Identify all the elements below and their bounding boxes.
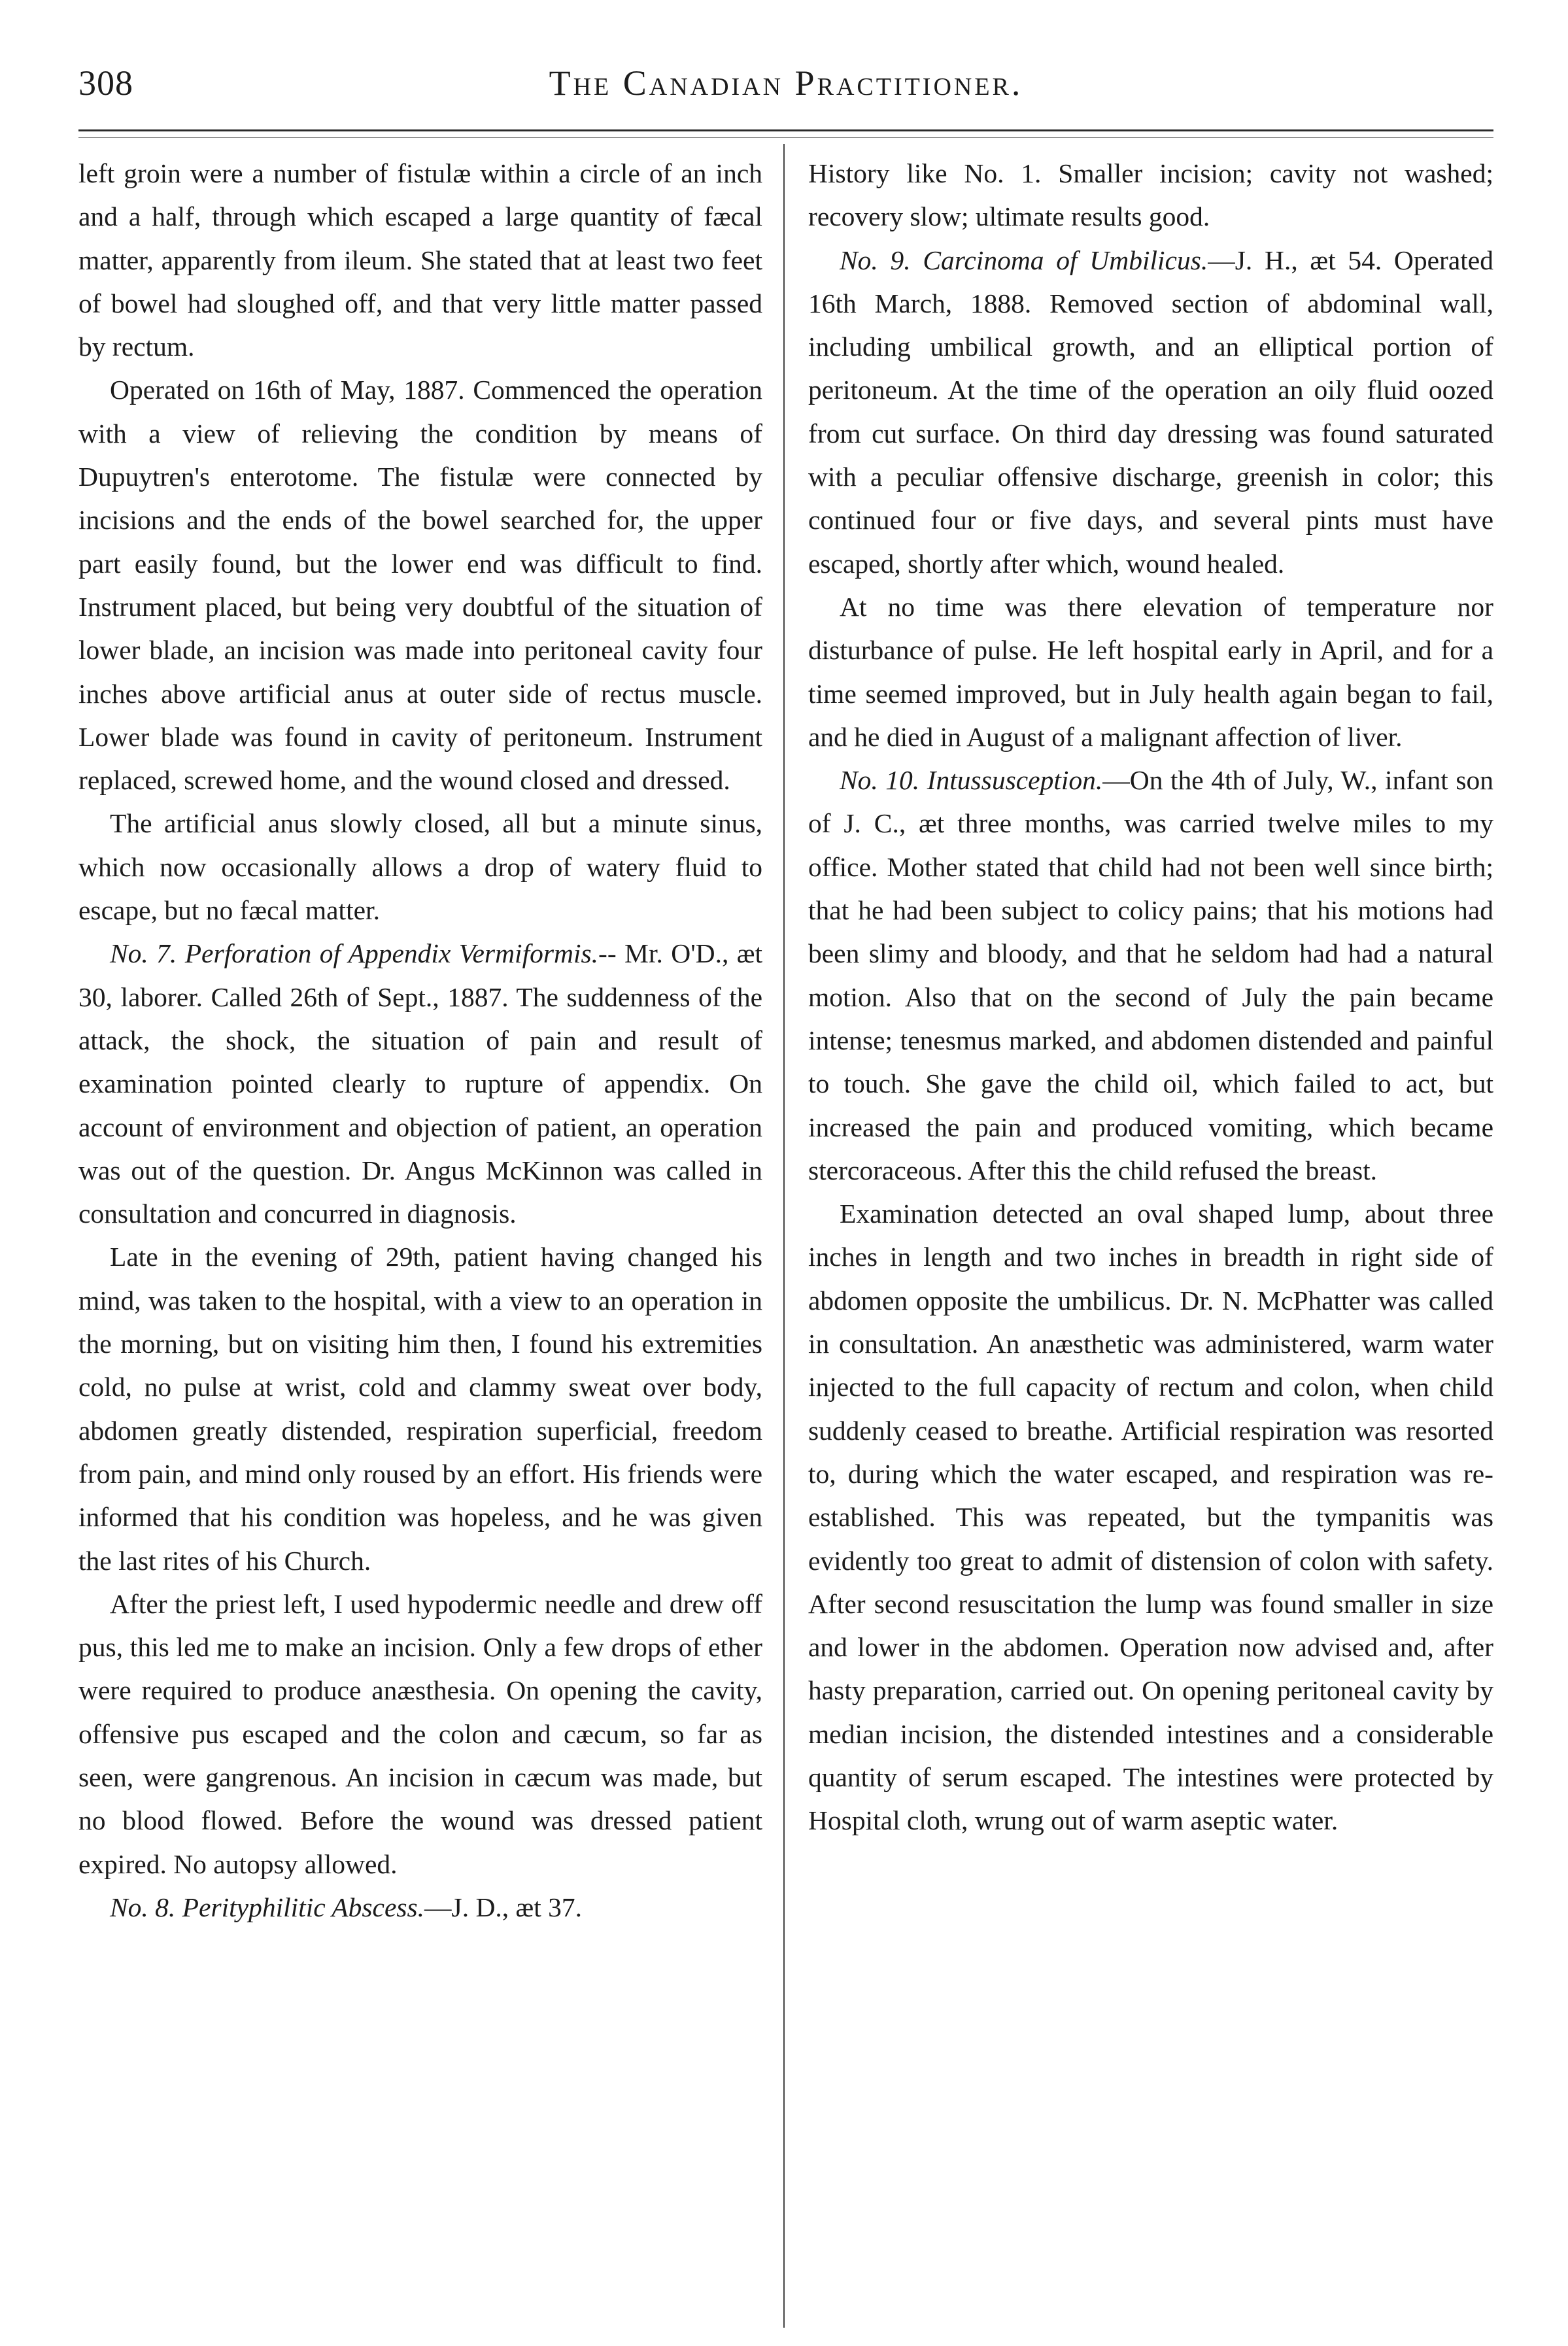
page-number: 308 (78, 63, 133, 103)
case-heading: No. 9. Carcinoma of Umbilicus. (840, 245, 1208, 275)
case-text: —On the 4th of July, W., infant son of J. C., æt three months, was carried twelve miles to my office. Mother stated that child had not been well since birth; that he had been subject to colicy pains; that his motions had been slimy and bloody, and that he seldom had had a natural motion. Also that on the second of July the pain became intense; tenesmus marked, and abdomen distended and painful to touch. She gave the child oil, which failed to act, but increased the pain and produced vomiting, which became stercoraceous. After this the child refused the breast. (808, 765, 1493, 1185)
case-heading: No. 8. Perityphilitic Abscess. (110, 1892, 425, 1922)
case-paragraph (78, 1886, 762, 1929)
paragraph: Operated on 16th of May, 1887. Commenced the operation with a view of relieving the condition by means of Dupuytren's enterotome. The fistulæ were connected by incisions and the ends of the bowel searched for, the upper part easily found, but the lower end was difficult to find. Instrument placed, but being very doubtful of the situation of lower blade, an incision was made into peritoneal cavity four inches above artificial anus at outer side of rectus muscle. Lower blade was found in cavity of peritoneum. Instrument replaced, screwed home, and the wound closed and dressed. (78, 375, 762, 796)
running-title: The Canadian Practitioner. (549, 63, 1023, 103)
case-paragraph (808, 239, 1493, 585)
paragraph: left groin were a number of fistulæ within a circle of an inch and a half, through which escaped a large quantity of fæcal matter, apparently from ileum. She stated that at least two feet of bowel had sloughed off, and that very little matter passed by rectum. (78, 158, 762, 362)
column-divider (783, 144, 785, 2328)
case-text: -- Mr. O'D., æt 30, laborer. Called 26th of Sept., 1887. The suddenness of the attack, the shock, the situation of pain and result of examination pointed clearly to rupture of appendix. On account of environment and objection of patient, an operation was out of the question. Dr. Angus McKinnon was called in consultation and concurred in diagnosis. (78, 938, 762, 1229)
case-heading: No. 10. Intussusception. (840, 765, 1103, 796)
page-header (78, 63, 1493, 115)
right-column (808, 152, 1493, 1843)
case-text: —J. H., æt 54. Operated 16th March, 1888. Removed section of abdominal wall, including umbilical growth, and an elliptical portion of peritoneum. At the time of the operation an oily fluid oozed from cut surface. On third day dressing was found saturated with a peculiar offensive discharge, greenish in color; this continued four or five days, and several pints must have escaped, shortly after which, wound healed. (808, 245, 1493, 579)
paragraph: Late in the evening of 29th, patient having changed his mind, was taken to the hospital, with a view to an operation in the morning, but on visiting him then, I found his extremities cold, no pulse at wrist, cold and clammy sweat over body, abdomen greatly distended, respiration superficial, freedom from pain, and mind only roused by an effort. His friends were informed that his condition was hopeless, and he was given the last rites of his Church. (78, 1242, 762, 1576)
left-column (78, 152, 762, 1929)
case-text: —J. D., æt 37. (424, 1892, 583, 1922)
case-paragraph (78, 932, 762, 1235)
header-rule (78, 129, 1493, 131)
case-paragraph (808, 758, 1493, 1192)
paragraph: At no time was there elevation of temperature nor disturbance of pulse. He left hospital early in April, and for a time seemed improved, but in July health again began to fail, and he died in August of a malignant affection of liver. (808, 591, 1493, 752)
case-heading: No. 7. Perforation of Appendix Vermiformis. (110, 938, 599, 969)
paragraph: After the priest left, I used hypodermic needle and drew off pus, this led me to make an incision. Only a few drops of ether were required to produce anæsthesia. On opening the cavity, offensive pus escaped and the colon and cæcum, so far as seen, were gangrenous. An incision in cæcum was made, but no blood flowed. Before the wound was dressed patient expired. No autopsy allowed. (78, 1588, 762, 1879)
paragraph: Examination detected an oval shaped lump, about three inches in length and two inches in breadth in right side of abdomen opposite the umbilicus. Dr. N. McPhatter was called in consultation. An anæsthetic was administered, warm water injected to the full capacity of rectum and colon, when child suddenly ceased to breathe. Artificial respiration was resorted to, during which the water escaped, and respiration was re-established. This was repeated, but the tympanitis was evidently too great to admit of distension of colon with safety. After second resuscitation the lump was found smaller in size and lower in the abdomen. Operation now advised and, after hasty preparation, carried out. On opening peritoneal cavity by median incision, the distended intestines and a considerable quantity of serum escaped. The intestines were protected by Hospital cloth, wrung out of warm aseptic water. (808, 1198, 1493, 1836)
paragraph: The artificial anus slowly closed, all but a minute sinus, which now occasionally allows a drop of watery fluid to escape, but no fæcal matter. (78, 808, 762, 926)
header-rule-thin (78, 137, 1493, 138)
paragraph: History like No. 1. Smaller incision; cavity not washed; recovery slow; ultimate results good. (808, 158, 1493, 232)
